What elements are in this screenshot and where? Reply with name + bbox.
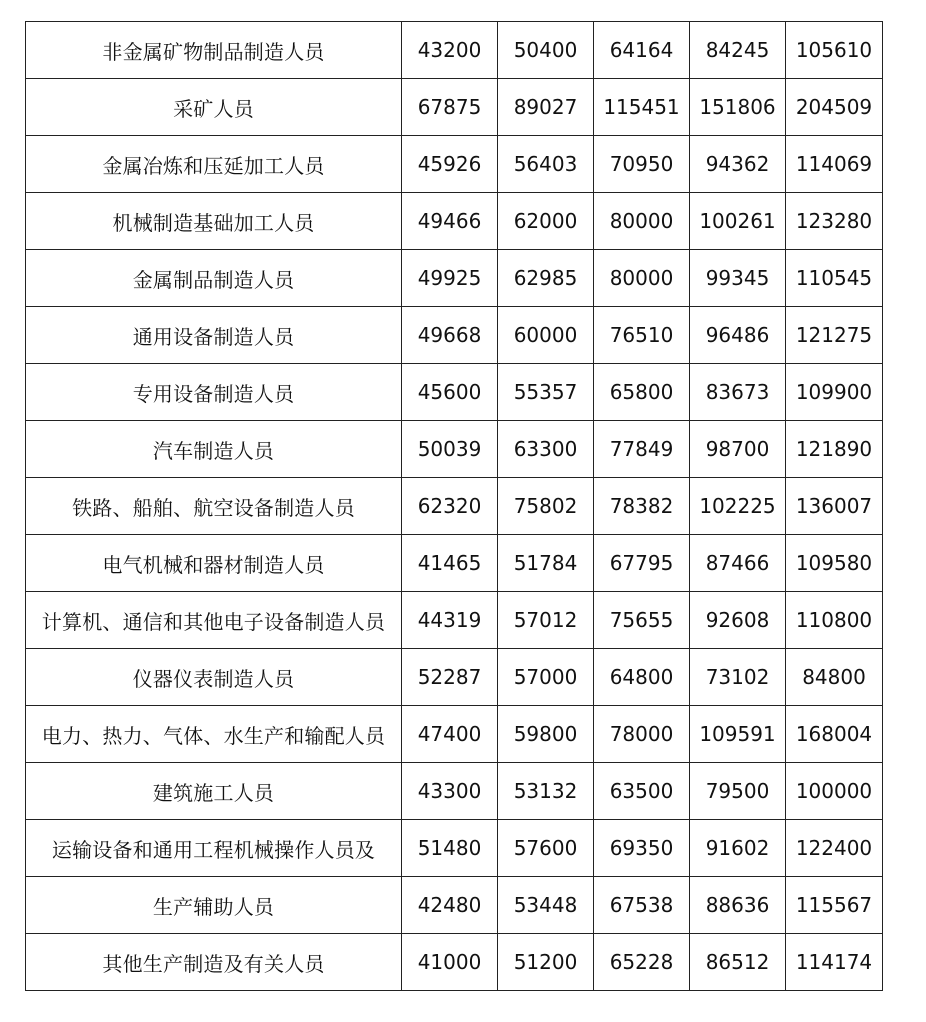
value-cell: 57012 <box>498 592 594 649</box>
table-row <box>26 820 883 877</box>
table-row <box>26 592 883 649</box>
value-cell: 65228 <box>594 934 690 991</box>
value-cell: 92608 <box>690 592 786 649</box>
value-cell: 121275 <box>786 307 883 364</box>
occupation-name: 专用设备制造人员 <box>26 364 402 421</box>
value-cell: 73102 <box>690 649 786 706</box>
value-cell: 63300 <box>498 421 594 478</box>
value-cell: 121890 <box>786 421 883 478</box>
table-row <box>26 421 883 478</box>
value-cell: 67875 <box>402 79 498 136</box>
occupation-name: 其他生产制造及有关人员 <box>26 934 402 991</box>
value-cell: 91602 <box>690 820 786 877</box>
value-cell: 52287 <box>402 649 498 706</box>
value-cell: 109591 <box>690 706 786 763</box>
value-cell: 65800 <box>594 364 690 421</box>
occupation-name: 仪器仪表制造人员 <box>26 649 402 706</box>
value-cell: 80000 <box>594 250 690 307</box>
value-cell: 94362 <box>690 136 786 193</box>
occupation-name: 生产辅助人员 <box>26 877 402 934</box>
value-cell: 79500 <box>690 763 786 820</box>
value-cell: 115567 <box>786 877 883 934</box>
value-cell: 110800 <box>786 592 883 649</box>
value-cell: 50400 <box>498 22 594 79</box>
value-cell: 64164 <box>594 22 690 79</box>
value-cell: 75802 <box>498 478 594 535</box>
value-cell: 78000 <box>594 706 690 763</box>
value-cell: 62000 <box>498 193 594 250</box>
value-cell: 43200 <box>402 22 498 79</box>
value-cell: 100000 <box>786 763 883 820</box>
table-row <box>26 136 883 193</box>
value-cell: 62985 <box>498 250 594 307</box>
value-cell: 49668 <box>402 307 498 364</box>
occupation-name: 非金属矿物制品制造人员 <box>26 22 402 79</box>
value-cell: 62320 <box>402 478 498 535</box>
table-row <box>26 307 883 364</box>
value-cell: 96486 <box>690 307 786 364</box>
value-cell: 168004 <box>786 706 883 763</box>
occupation-name: 金属冶炼和压延加工人员 <box>26 136 402 193</box>
table-row <box>26 478 883 535</box>
value-cell: 114174 <box>786 934 883 991</box>
value-cell: 45600 <box>402 364 498 421</box>
occupation-name: 汽车制造人员 <box>26 421 402 478</box>
value-cell: 63500 <box>594 763 690 820</box>
value-cell: 53132 <box>498 763 594 820</box>
value-cell: 109580 <box>786 535 883 592</box>
value-cell: 41000 <box>402 934 498 991</box>
value-cell: 122400 <box>786 820 883 877</box>
value-cell: 84800 <box>786 649 883 706</box>
value-cell: 45926 <box>402 136 498 193</box>
value-cell: 88636 <box>690 877 786 934</box>
value-cell: 78382 <box>594 478 690 535</box>
value-cell: 100261 <box>690 193 786 250</box>
value-cell: 57600 <box>498 820 594 877</box>
value-cell: 50039 <box>402 421 498 478</box>
value-cell: 55357 <box>498 364 594 421</box>
table-row <box>26 22 883 79</box>
occupation-name: 金属制品制造人员 <box>26 250 402 307</box>
value-cell: 41465 <box>402 535 498 592</box>
value-cell: 67795 <box>594 535 690 592</box>
occupation-name: 通用设备制造人员 <box>26 307 402 364</box>
value-cell: 56403 <box>498 136 594 193</box>
value-cell: 151806 <box>690 79 786 136</box>
value-cell: 43300 <box>402 763 498 820</box>
occupation-name: 电力、热力、气体、水生产和输配人员 <box>26 706 402 763</box>
value-cell: 64800 <box>594 649 690 706</box>
table-row <box>26 364 883 421</box>
value-cell: 57000 <box>498 649 594 706</box>
value-cell: 51200 <box>498 934 594 991</box>
value-cell: 98700 <box>690 421 786 478</box>
table-row <box>26 649 883 706</box>
value-cell: 83673 <box>690 364 786 421</box>
value-cell: 59800 <box>498 706 594 763</box>
value-cell: 99345 <box>690 250 786 307</box>
value-cell: 109900 <box>786 364 883 421</box>
value-cell: 49925 <box>402 250 498 307</box>
value-cell: 80000 <box>594 193 690 250</box>
table-row <box>26 706 883 763</box>
occupation-name: 运输设备和通用工程机械操作人员及 <box>26 820 402 877</box>
value-cell: 60000 <box>498 307 594 364</box>
value-cell: 42480 <box>402 877 498 934</box>
value-cell: 89027 <box>498 79 594 136</box>
value-cell: 136007 <box>786 478 883 535</box>
table-row <box>26 79 883 136</box>
value-cell: 114069 <box>786 136 883 193</box>
table-row <box>26 193 883 250</box>
value-cell: 87466 <box>690 535 786 592</box>
table-row <box>26 934 883 991</box>
occupation-name: 机械制造基础加工人员 <box>26 193 402 250</box>
table-row <box>26 763 883 820</box>
value-cell: 84245 <box>690 22 786 79</box>
occupation-name: 建筑施工人员 <box>26 763 402 820</box>
occupation-name: 采矿人员 <box>26 79 402 136</box>
value-cell: 110545 <box>786 250 883 307</box>
value-cell: 102225 <box>690 478 786 535</box>
value-cell: 44319 <box>402 592 498 649</box>
occupation-name: 计算机、通信和其他电子设备制造人员 <box>26 592 402 649</box>
value-cell: 75655 <box>594 592 690 649</box>
value-cell: 70950 <box>594 136 690 193</box>
value-cell: 76510 <box>594 307 690 364</box>
value-cell: 69350 <box>594 820 690 877</box>
value-cell: 47400 <box>402 706 498 763</box>
salary-table <box>25 21 883 991</box>
table-row <box>26 535 883 592</box>
value-cell: 77849 <box>594 421 690 478</box>
value-cell: 123280 <box>786 193 883 250</box>
value-cell: 53448 <box>498 877 594 934</box>
value-cell: 105610 <box>786 22 883 79</box>
value-cell: 49466 <box>402 193 498 250</box>
value-cell: 204509 <box>786 79 883 136</box>
value-cell: 86512 <box>690 934 786 991</box>
table-row <box>26 250 883 307</box>
table-row <box>26 877 883 934</box>
value-cell: 51784 <box>498 535 594 592</box>
value-cell: 67538 <box>594 877 690 934</box>
occupation-name: 铁路、船舶、航空设备制造人员 <box>26 478 402 535</box>
value-cell: 115451 <box>594 79 690 136</box>
value-cell: 51480 <box>402 820 498 877</box>
occupation-name: 电气机械和器材制造人员 <box>26 535 402 592</box>
